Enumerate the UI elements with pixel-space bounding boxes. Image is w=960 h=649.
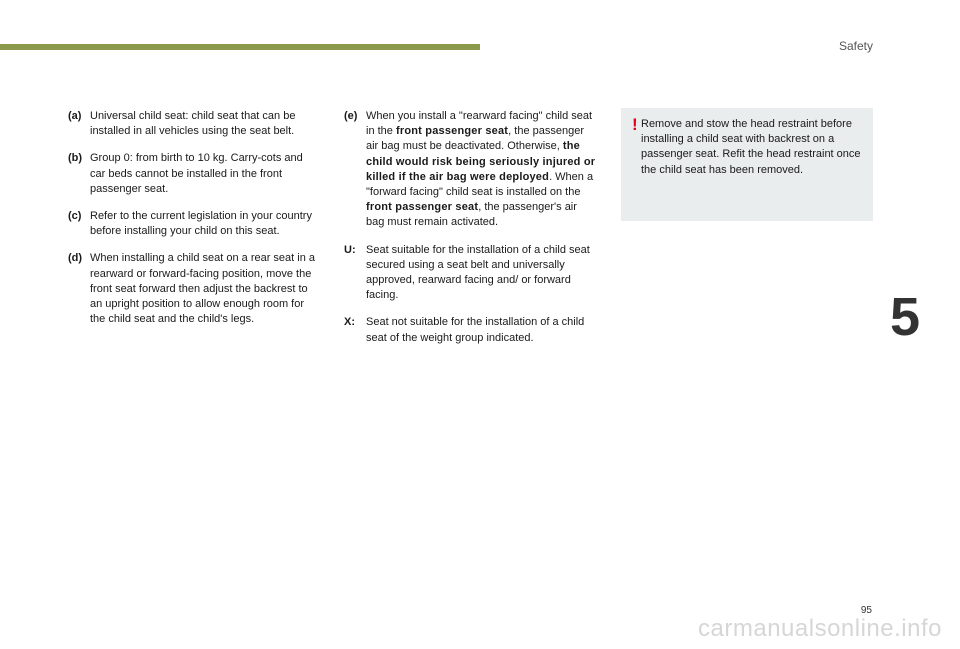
note-item-d	[68, 251, 320, 327]
page-number: 95	[860, 605, 872, 616]
note-emphasis: the child would risk being seriously injured or killed if the air bag were deployed	[366, 140, 596, 183]
note-text: Seat suitable for the installation of a child seat secured using a seat belt and universally approved, rearward facing and/ or forward facing.	[366, 243, 590, 302]
note-text: When installing a child seat on a rear seat in a rearward or forward-facing position, move the front seat forward then adjust the backrest to an upright position to allow enough room for the child seat and the child's legs.	[90, 252, 316, 326]
note-emphasis: front passenger seat	[366, 201, 479, 214]
note-key: U:	[344, 243, 356, 256]
note-text-part: . When a "forward facing" child seat is installed on the	[366, 170, 594, 199]
note-text	[366, 109, 596, 231]
warning-text: Remove and stow the head restraint before installing a child seat with backrest on a passenger seat. Refit the head restraint once the child seat has been removed.	[641, 118, 861, 176]
warning-box	[621, 108, 873, 221]
section-title: Safety	[838, 39, 873, 53]
note-item-x	[344, 315, 596, 345]
note-emphasis: front passenger seat	[395, 125, 509, 138]
note-text: Seat not suitable for the installation of a child seat of the weight group indicated.	[366, 316, 585, 344]
note-text-part: When you install a "rearward facing" child seat in the	[366, 110, 593, 138]
note-item-b	[68, 151, 320, 197]
note-key: (b)	[68, 152, 83, 165]
note-text: Refer to the current legislation in your country before installing your child on this seat.	[90, 210, 312, 238]
note-text: Group 0: from birth to 10 kg. Carry-cots and car beds cannot be installed in the front passenger seat.	[90, 152, 303, 195]
watermark: carmanualsonline.info	[698, 615, 942, 642]
note-key: (a)	[68, 110, 82, 122]
chapter-number: 5	[890, 287, 921, 347]
notes-column-left	[68, 109, 320, 339]
notes-column-middle	[344, 109, 596, 358]
note-item-e	[344, 109, 596, 231]
note-text: Universal child seat: child seat that can be installed in all vehicles using the seat belt.	[90, 110, 296, 138]
note-key: (d)	[68, 252, 83, 265]
note-key: (e)	[344, 110, 358, 122]
note-key: (c)	[68, 210, 82, 223]
note-key: X:	[344, 316, 355, 329]
header-accent-bar	[0, 44, 480, 50]
note-text-part: , the passenger's air bag must remain activated.	[366, 201, 577, 229]
warning-exclamation-icon: !	[632, 115, 638, 134]
note-item-u	[344, 243, 596, 304]
note-item-a	[68, 109, 320, 139]
note-text-part: , the passenger air bag must be deactivated. Otherwise,	[366, 125, 585, 153]
note-item-c	[68, 209, 320, 239]
